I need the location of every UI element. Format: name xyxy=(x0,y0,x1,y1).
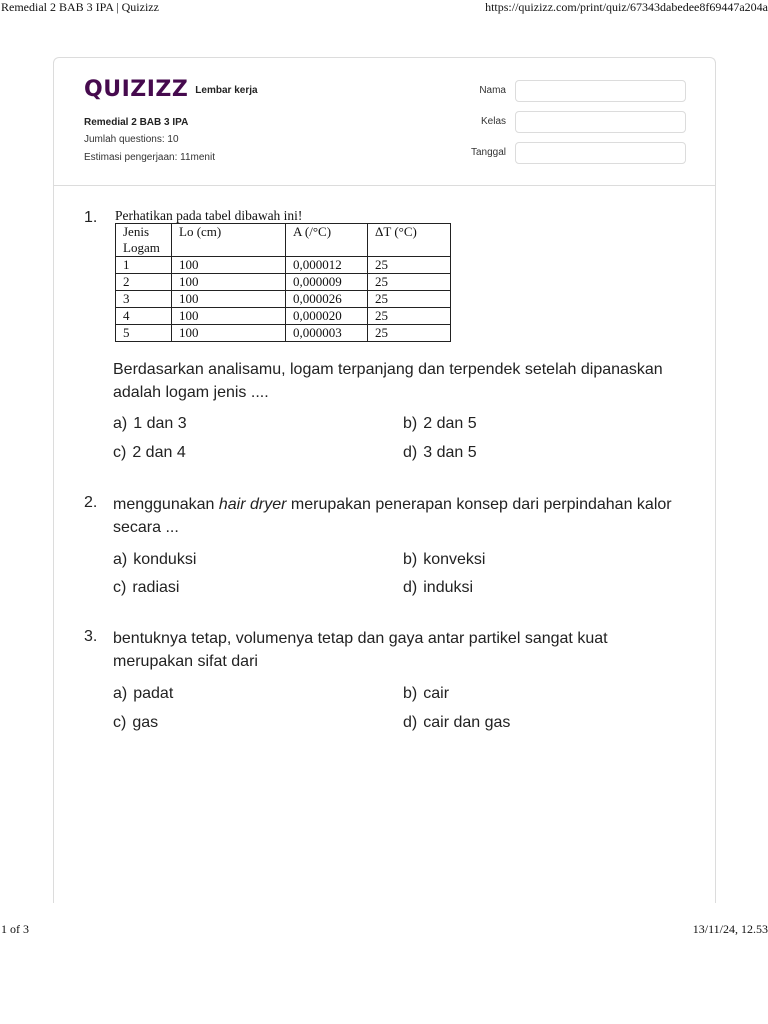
table-cell: 5 xyxy=(116,325,172,342)
option-b[interactable] xyxy=(403,685,449,703)
header-cell: ΔT (°C) xyxy=(368,224,451,257)
page-number: 1 of 3 xyxy=(1,922,29,936)
option-c[interactable] xyxy=(113,579,179,597)
table-cell: 4 xyxy=(116,308,172,325)
name-field xyxy=(464,80,686,102)
option-d[interactable] xyxy=(403,444,477,462)
table-cell: 0,000012 xyxy=(286,257,368,274)
option-key: c) xyxy=(113,444,127,461)
table-cell: 25 xyxy=(368,257,451,274)
table-cell: 100 xyxy=(172,325,286,342)
question-number: 3. xyxy=(84,628,98,645)
table-row xyxy=(116,257,451,274)
option-text: 3 dan 5 xyxy=(423,444,477,461)
question-3 xyxy=(84,628,694,738)
question-text xyxy=(113,493,689,539)
option-key: a) xyxy=(113,685,128,702)
option-d[interactable] xyxy=(403,579,473,597)
option-key: d) xyxy=(403,444,418,461)
name-input[interactable] xyxy=(515,80,686,102)
table-row xyxy=(116,291,451,308)
option-text: cair xyxy=(423,685,450,702)
option-b[interactable] xyxy=(403,551,485,569)
table-row xyxy=(116,308,451,325)
option-key: b) xyxy=(403,551,418,568)
option-text: radiasi xyxy=(132,579,180,596)
header-cell: Lo (cm) xyxy=(172,224,286,257)
table-caption: Perhatikan pada tabel dibawah ini! xyxy=(115,208,303,223)
worksheet xyxy=(53,57,716,903)
option-key: c) xyxy=(113,714,127,731)
option-key: c) xyxy=(113,579,127,596)
option-a[interactable] xyxy=(113,415,187,433)
table-cell: 3 xyxy=(116,291,172,308)
option-key: b) xyxy=(403,415,418,432)
option-key: a) xyxy=(113,415,128,432)
class-label: Kelas xyxy=(480,116,506,127)
name-label: Nama xyxy=(479,85,506,96)
option-a[interactable] xyxy=(113,685,173,703)
option-a[interactable] xyxy=(113,551,196,569)
date-label: Tanggal xyxy=(470,147,506,158)
option-key: a) xyxy=(113,551,128,568)
option-key: d) xyxy=(403,579,418,596)
table-cell: 100 xyxy=(172,291,286,308)
table-cell: 100 xyxy=(172,308,286,325)
table-cell: 100 xyxy=(172,257,286,274)
table-cell: 25 xyxy=(368,325,451,342)
option-text: konveksi xyxy=(423,551,486,568)
option-text: cair dan gas xyxy=(423,714,511,731)
class-field xyxy=(464,111,686,133)
table-cell: 0,000020 xyxy=(286,308,368,325)
page-title: Remedial 2 BAB 3 IPA | Quizizz xyxy=(1,0,159,14)
option-c[interactable] xyxy=(113,714,158,732)
quiz-title: Remedial 2 BAB 3 IPA xyxy=(84,117,189,128)
table-cell: 25 xyxy=(368,274,451,291)
header-cell: Jenis Logam xyxy=(116,224,172,257)
question-text: bentuknya tetap, volumenya tetap dan gaya antar partikel sangat kuat merupakan sifat dari xyxy=(113,630,608,670)
question-text-emphasis: hair dryer xyxy=(218,496,287,513)
table-cell: 0,000003 xyxy=(286,325,368,342)
question-text: Berdasarkan analisamu, logam terpanjang dan terpendek setelah dipanaskan adalah logam jenis .... xyxy=(113,361,663,401)
option-text: 2 dan 4 xyxy=(132,444,186,461)
option-text: induksi xyxy=(423,579,474,596)
option-d[interactable] xyxy=(403,714,510,732)
table-row xyxy=(116,274,451,291)
logo-wordmark: QUIZIZZ xyxy=(84,77,189,102)
quizizz-logo xyxy=(84,78,258,102)
table-cell: 25 xyxy=(368,308,451,325)
question-text-part: menggunakan xyxy=(113,496,219,513)
table-cell: 100 xyxy=(172,274,286,291)
worksheet-header xyxy=(54,58,715,186)
option-b[interactable] xyxy=(403,415,477,433)
worksheet-label: Lembar kerja xyxy=(195,84,258,96)
question-2 xyxy=(84,494,694,602)
question-text-part: merupakan penerapan konsep dari perpindahan kalor secara ... xyxy=(113,496,672,536)
question-count: Jumlah questions: 10 xyxy=(84,134,179,145)
option-text: 1 dan 3 xyxy=(133,415,187,432)
table-cell: 25 xyxy=(368,291,451,308)
table-cell: 2 xyxy=(116,274,172,291)
class-input[interactable] xyxy=(515,111,686,133)
table-cell: 1 xyxy=(116,257,172,274)
table-cell: 0,000026 xyxy=(286,291,368,308)
metal-table xyxy=(115,223,451,342)
date-field xyxy=(464,142,686,164)
option-text: konduksi xyxy=(133,551,197,568)
option-text: gas xyxy=(132,714,159,731)
table-row xyxy=(116,325,451,342)
option-text: padat xyxy=(133,685,174,702)
question-1 xyxy=(84,208,694,470)
date-input[interactable] xyxy=(515,142,686,164)
print-header xyxy=(0,0,768,16)
option-text: 2 dan 5 xyxy=(423,415,477,432)
print-datetime: 13/11/24, 12.53 xyxy=(692,922,768,936)
table-header-row xyxy=(116,224,451,257)
option-key: d) xyxy=(403,714,418,731)
page-url[interactable]: https://quizizz.com/print/quiz/67343dabedee8f69447a204a xyxy=(485,0,768,14)
time-estimate: Estimasi pengerjaan: 11menit xyxy=(84,152,215,163)
question-number: 2. xyxy=(84,494,98,511)
table-cell: 0,000009 xyxy=(286,274,368,291)
option-key: b) xyxy=(403,685,418,702)
header-cell: A (/°C) xyxy=(286,224,368,257)
option-c[interactable] xyxy=(113,444,186,462)
question-number: 1. xyxy=(84,209,98,226)
print-footer xyxy=(0,922,768,938)
